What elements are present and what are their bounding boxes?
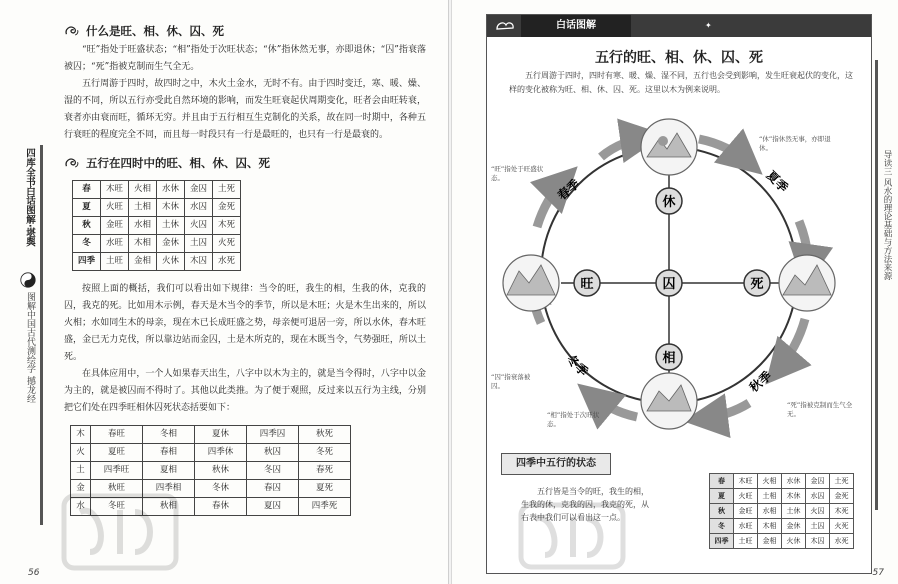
table-cell: 金相 [758,534,782,549]
table-cell: 水死 [830,534,854,549]
seal-stamp-watermark [517,501,627,571]
table-cell: 四季死 [299,498,351,516]
table-cell: 土 [71,462,91,480]
landscape-image-top [641,119,697,175]
svg-text:死: 死 [750,277,764,292]
table-row [73,235,241,253]
intro-paragraph: 五行周游于四时，四时有寒、暖、燥、湿不同，五行也会受到影响，发生旺衰起伏的变化，这样的变化被称为旺、相、休、囚、死。这里以木为例来说明。 [509,71,853,94]
table-cell: 春 [73,181,101,199]
table-cell: 金囚 [806,474,830,489]
table-cell: 夏休 [195,426,247,444]
table-cell: 火旺 [734,489,758,504]
state-node-top [656,188,682,214]
left-content [64,20,426,516]
table-cell: 秋休 [195,462,247,480]
book-side-subtitle: 图解中国古代测绘学 撼龙经 [25,292,35,403]
table-cell: 木死 [830,504,854,519]
seal-stamp-watermark [60,492,180,572]
table-cell: 火休 [782,534,806,549]
table-cell: 土休 [157,217,185,235]
table-cell: 金休 [782,519,806,534]
table-cell: 四季 [73,253,101,271]
table-cell: 木死 [213,217,241,235]
table-cell: 秋死 [299,426,351,444]
table-cell: 土囚 [185,235,213,253]
table-cell: 冬休 [195,480,247,498]
table-row [710,474,854,489]
table-row [71,444,351,462]
table-cell: 水囚 [185,199,213,217]
chapter-side-title: 导读三 风水的理论基础与方法来源 [882,150,892,281]
svg-text:相: 相 [662,351,676,366]
table-cell: 春囚 [247,480,299,498]
season-table [72,180,241,271]
table-cell: 夏 [73,199,101,217]
heading-text: 什么是旺、相、休、囚、死 [86,23,224,38]
table-cell: 春 [710,474,734,489]
landscape-image-bottom [641,373,697,429]
table-cell: 秋 [710,504,734,519]
table-row [710,519,854,534]
cloud-swirl-icon [64,155,80,171]
table-cell: 土休 [782,504,806,519]
table-cell: 春死 [299,462,351,480]
table-cell: 秋 [73,217,101,235]
table-cell: 木休 [782,489,806,504]
table-cell: 冬死 [299,444,351,462]
season-label-winter: 冬季 [563,352,591,380]
season-label-autumn: 秋季 [746,368,775,395]
banner-label: 白话图解 [521,15,631,37]
cycle-arrow [601,137,647,157]
table-cell: 冬旺 [91,498,143,516]
table-row [710,504,854,519]
table-cell: 木 [71,426,91,444]
state-description: 五行皆是当令的旺，我生的相，生我的休，克我的囚，我克的死，从右表中我们可以看出这一点。 [521,487,649,522]
table-cell: 夏旺 [91,444,143,462]
table-cell: 四季囚 [247,426,299,444]
state-node-left [574,270,600,296]
page-number: 56 [28,568,40,578]
star-icon: ✦ [705,21,712,30]
table-cell: 水相 [758,504,782,519]
cloud-swirl-icon [64,23,80,39]
note-wang: “旺”指处于旺盛状态。 [491,165,544,182]
table-cell: 火 [71,444,91,462]
table-cell: 四季相 [143,480,195,498]
side-bar [875,60,878,510]
table-cell: 水休 [157,181,185,199]
table-row [73,253,241,271]
landscape-image-right [779,255,835,311]
table-cell: 土囚 [806,519,830,534]
paragraph: 五行周游于四时，故四时之中，木火土金水，无时不有。由于四时变迁，寒、暖、燥、湿的不同，所以五行亦受此自然环境的影响，而发生旺衰起伏周期变化，旺者会由旺转衰，衰者亦由衰而旺，循环无穷。并且由于五行相互生克制化的关系，故在同一时期中，各种五行衰旺的程度完全不同，而且每一时段只有一行是最旺的，也只有一行是最衰的。 [64,79,426,140]
table-cell: 火死 [830,519,854,534]
note-qiu: “囚”指衰落被囚。 [491,373,531,390]
svg-text:休: 休 [662,195,676,210]
table-cell: 土旺 [734,534,758,549]
cloud-ornament-icon [495,19,515,33]
table-cell: 四季旺 [91,462,143,480]
table-cell: 金囚 [185,181,213,199]
five-states-cycle-diagram [487,105,871,445]
table-cell: 金旺 [734,504,758,519]
illustration-frame [486,14,872,574]
table-row [710,534,854,549]
side-bar [40,145,43,525]
table-cell: 土旺 [101,253,129,271]
table-cell: 水休 [782,474,806,489]
state-node-center [656,270,682,296]
note-xiang: “相”指处于次旺状态。 [547,411,600,428]
table-cell: 冬 [710,519,734,534]
table-cell: 秋旺 [91,480,143,498]
table-cell: 四季 [710,534,734,549]
table-cell: 木囚 [185,253,213,271]
page-number: 57 [872,568,884,578]
note-xiu: “休”指休然无事，亦即退休。 [759,135,831,152]
table-cell: 木相 [758,519,782,534]
yin-yang-icon [20,272,36,288]
table-cell: 金死 [213,199,241,217]
season-state-table [709,473,854,549]
table-cell: 春休 [195,498,247,516]
table-cell: 土死 [830,474,854,489]
table-cell: 火死 [213,235,241,253]
table-cell: 金死 [830,489,854,504]
table-cell: 水旺 [101,235,129,253]
table-cell: 冬相 [143,426,195,444]
table-cell: 木相 [129,235,157,253]
table-cell: 金相 [129,253,157,271]
table-cell: 金 [71,480,91,498]
cycle-arrow [701,403,749,419]
section-heading [64,20,426,42]
table-cell: 火旺 [101,199,129,217]
table-cell: 冬 [73,235,101,253]
table-row [73,199,241,217]
table-cell: 水旺 [734,519,758,534]
table-cell: 火囚 [806,504,830,519]
table-cell: 水相 [129,217,157,235]
table-cell: 金休 [157,235,185,253]
section-heading [64,152,426,174]
table-cell: 火囚 [185,217,213,235]
table-row [73,181,241,199]
table-cell: 火相 [758,474,782,489]
table-cell: 秋相 [143,498,195,516]
table-cell: 木旺 [101,181,129,199]
table-cell: 夏死 [299,480,351,498]
table-row [710,489,854,504]
table-cell: 木囚 [806,534,830,549]
landscape-image-left [503,255,559,311]
table-cell: 夏相 [143,462,195,480]
paragraph: 按照上面的概括，我们可以看出如下规律：当令的旺，我生的相，生我的休，克我的囚，我克的死。比如用木示例，春天是木当令的季节，所以是木旺；火是木生出来的，所以火相；水如同生木的母亲，现在木已长成旺盛之势，母亲便可退居一旁，所以水休，春木旺盛，金已无力克伐，所以靠边站而金囚，土是木所克的，现在木既当令，气势强旺，所以土死。 [64,284,426,362]
table-cell: 春相 [143,444,195,462]
paragraph: 在具体应用中，一个人如果春天出生，八字中以木为主的，就是当令得时，八字中以金为主的，就是被囚而不得时了。其他以此类推。为了便于观照，反过来以五行为主线，分别把它们处在四季旺相休囚死状态括要如下： [64,369,426,413]
table-cell: 火休 [157,253,185,271]
table-cell: 土死 [213,181,241,199]
table-cell: 水 [71,498,91,516]
table-cell: 春旺 [91,426,143,444]
table-cell: 木休 [157,199,185,217]
table-cell: 夏囚 [247,498,299,516]
table-row [71,462,351,480]
table-cell: 土相 [758,489,782,504]
table-cell: 冬囚 [247,462,299,480]
paragraph: “旺”指处于旺盛状态；“相”指处于次旺状态；“休”指休然无事，亦即退休；“囚”指衰落被囚；“死”指被克制而生气全无。 [64,45,426,72]
table-cell: 夏 [710,489,734,504]
state-node-bottom [656,344,682,370]
page-title: 五行的旺、相、休、囚、死 [595,50,763,66]
table-row [71,426,351,444]
table-cell: 水死 [213,253,241,271]
svg-text:旺: 旺 [580,277,594,292]
state-node-right [744,270,770,296]
book-side-title: 四库全书白话图解·堪舆 [24,148,35,247]
table-cell: 土相 [129,199,157,217]
table-cell: 秋囚 [247,444,299,462]
table-row [73,217,241,235]
cycle-arrow [777,319,805,371]
state-heading: 四季中五行的状态 [501,453,611,475]
table-cell: 四季休 [195,444,247,462]
heading-text: 五行在四时中的旺、相、休、囚、死 [86,155,270,170]
note-si: “死”指被克制而生气全无。 [787,401,853,418]
table-cell: 木旺 [734,474,758,489]
right-page [451,0,898,584]
table-cell: 金旺 [101,217,129,235]
table-cell: 火相 [129,181,157,199]
season-label-summer: 夏季 [763,168,791,196]
svg-text:囚: 囚 [662,277,676,292]
table-cell: 水囚 [806,489,830,504]
season-label-spring: 春季 [554,176,583,203]
